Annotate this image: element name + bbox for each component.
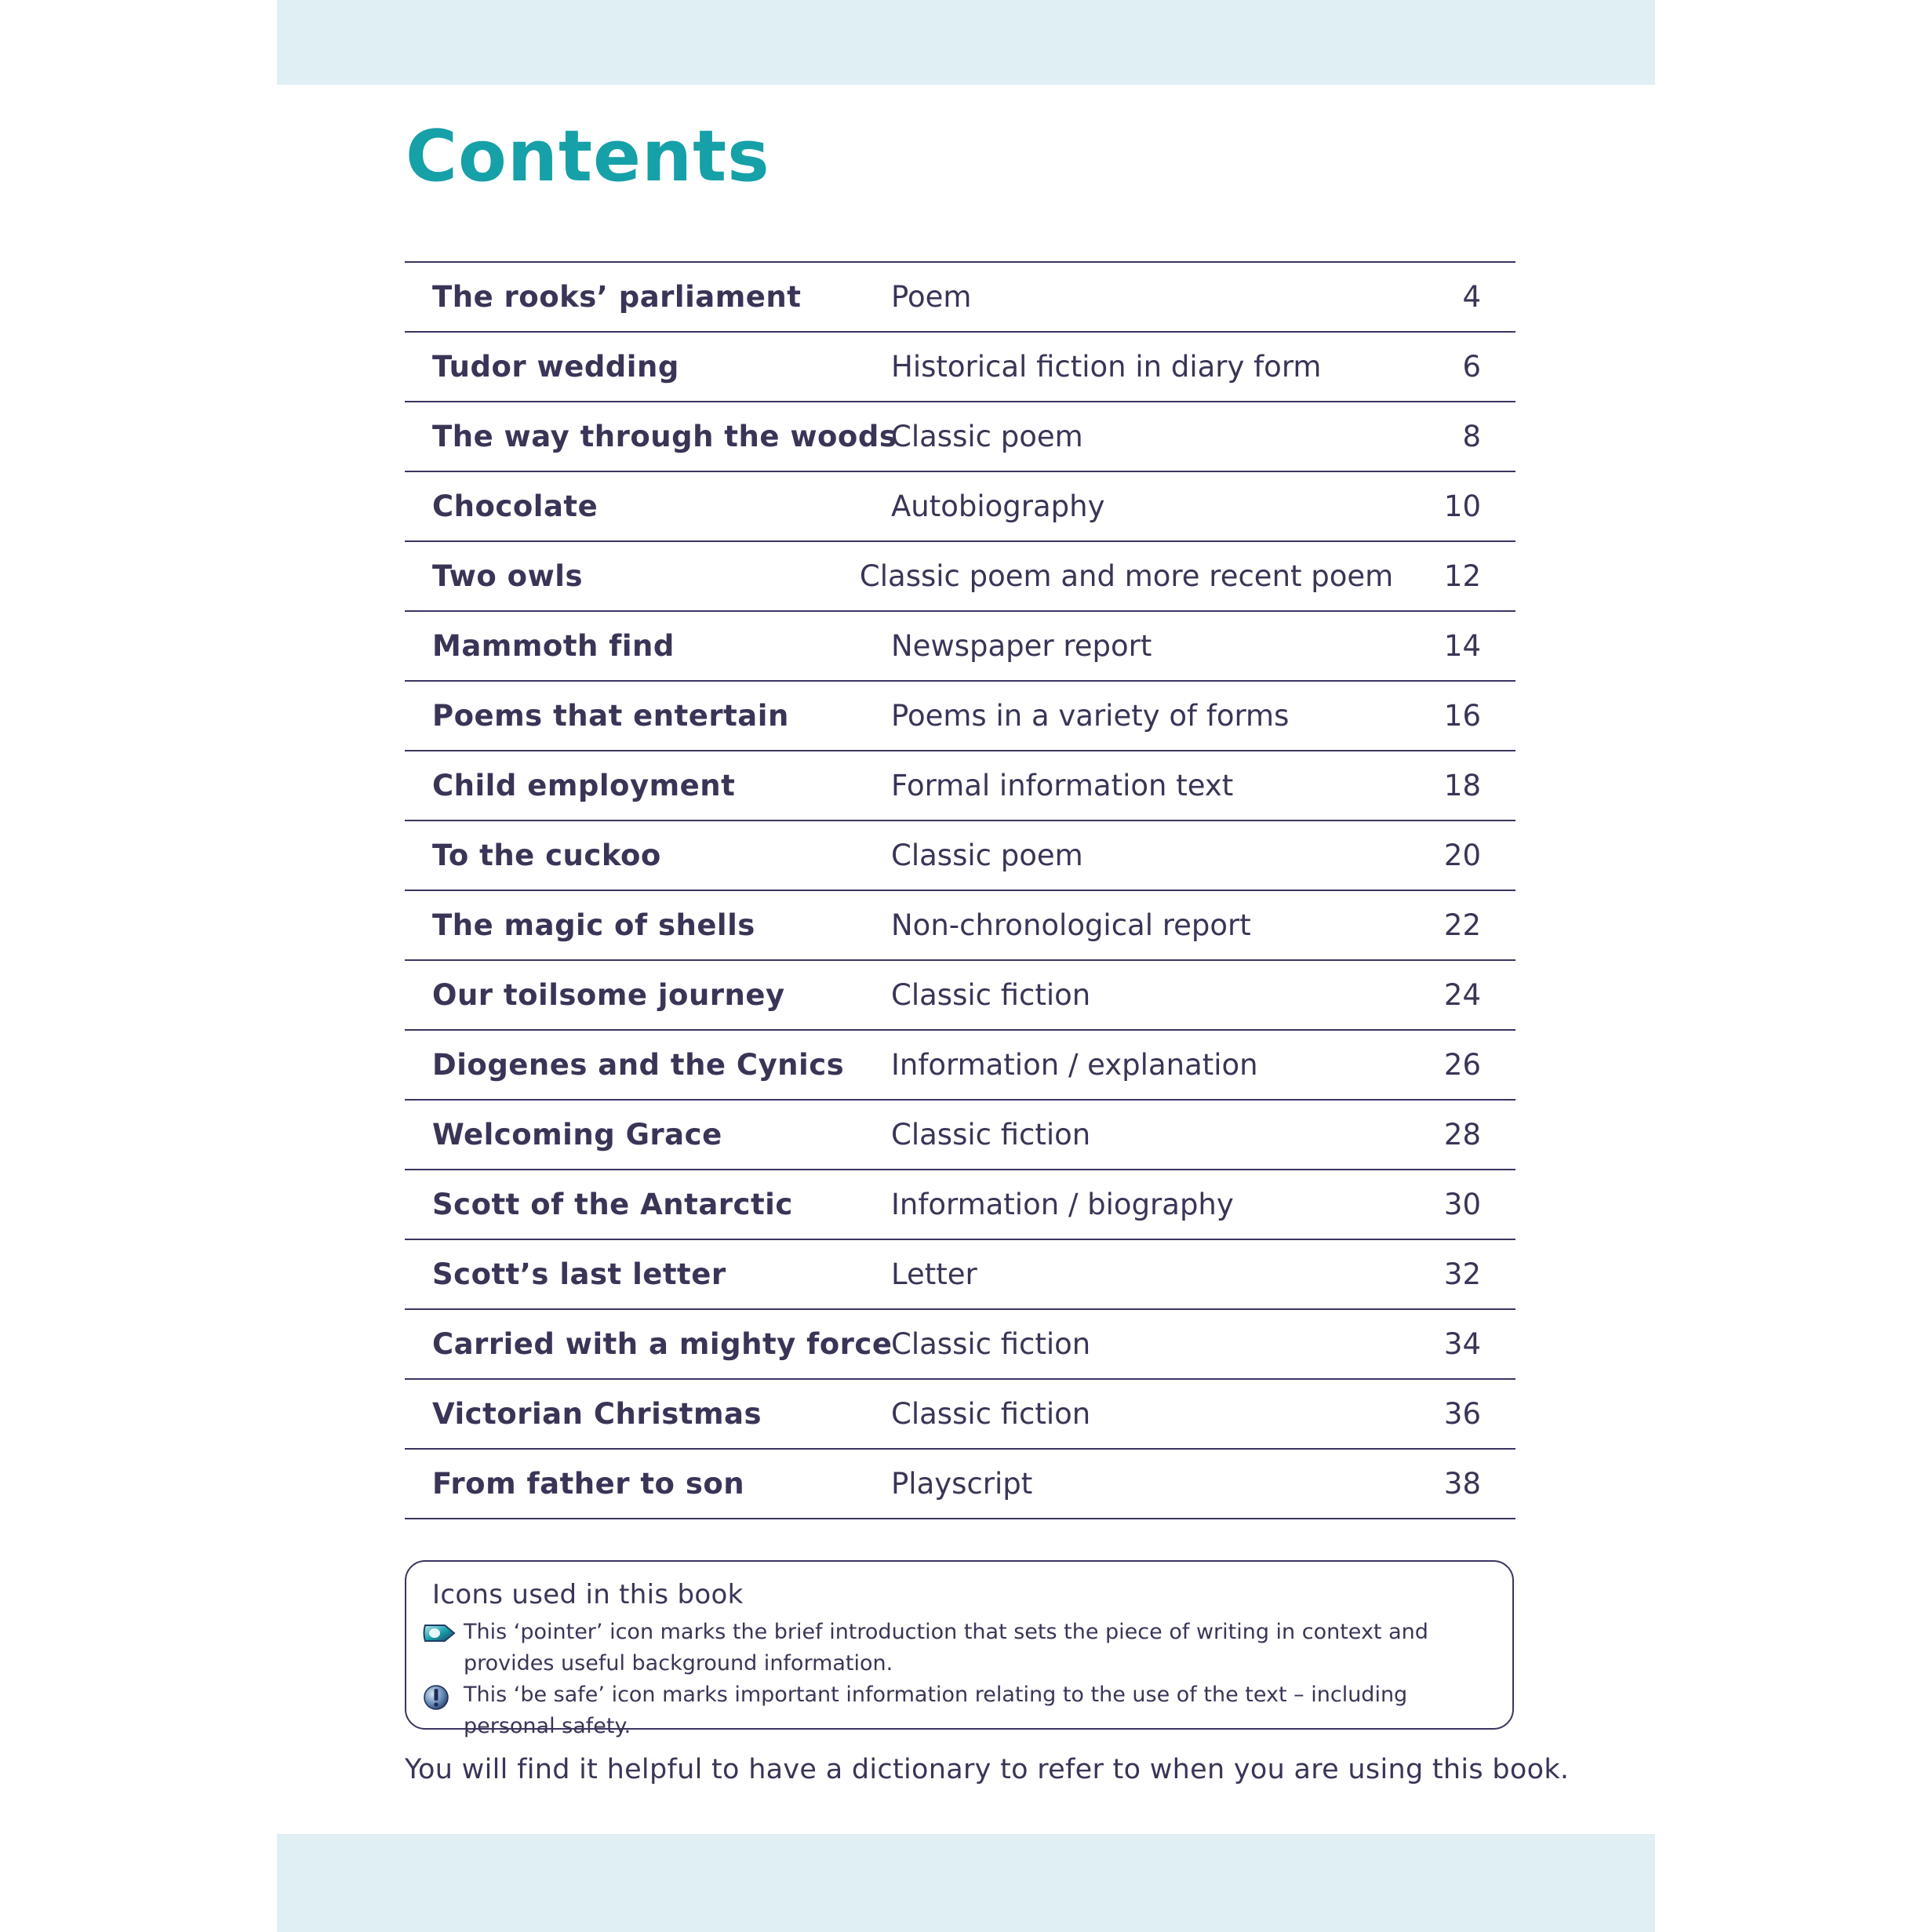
entry-page-number: 38 — [1443, 1467, 1481, 1501]
entry-page-number: 32 — [1443, 1257, 1481, 1291]
be-safe-icon — [423, 1684, 449, 1720]
table-row — [405, 821, 1515, 891]
entry-genre: Historical fiction in diary form — [891, 350, 1322, 384]
table-row — [405, 1450, 1515, 1519]
entry-genre: Information / explanation — [891, 1048, 1258, 1082]
entry-title: From father to son — [432, 1467, 745, 1501]
entry-title: Victorian Christmas — [432, 1397, 762, 1431]
table-row — [405, 961, 1515, 1031]
entry-page-number: 22 — [1443, 908, 1481, 942]
entry-genre: Non-chronological report — [891, 908, 1251, 942]
entry-page-number: 4 — [1462, 280, 1481, 314]
table-row — [405, 612, 1515, 682]
table-row — [405, 1240, 1515, 1310]
entry-genre: Poems in a variety of forms — [891, 699, 1290, 733]
table-row — [405, 1310, 1515, 1380]
be-safe-icon-text: This ‘be safe’ icon marks important information relating to the use of the text – including personal safety. — [464, 1683, 1408, 1738]
entry-genre: Classic fiction — [891, 1327, 1091, 1361]
table-row — [405, 402, 1515, 472]
entry-genre: Playscript — [891, 1467, 1033, 1501]
entry-genre: Classic fiction — [891, 1118, 1091, 1152]
bottom-color-band — [277, 1834, 1655, 1932]
entry-title: Mammoth find — [432, 629, 675, 663]
entry-title: Diogenes and the Cynics — [432, 1048, 845, 1082]
table-row — [405, 891, 1515, 961]
entry-title: Two owls — [432, 559, 583, 593]
entry-page-number: 14 — [1443, 629, 1481, 663]
table-row — [405, 751, 1515, 821]
table-row — [405, 263, 1515, 333]
pointer-icon-description — [432, 1617, 1494, 1679]
entry-title: Child employment — [432, 769, 736, 802]
table-row — [405, 472, 1515, 542]
entry-title: Tudor wedding — [432, 350, 679, 384]
dictionary-note: You will find it helpful to have a dictionary to refer to when you are using this book. — [405, 1754, 1570, 1785]
entry-title: Carried with a mighty force — [432, 1327, 893, 1361]
entry-title: Our toilsome journey — [432, 978, 785, 1012]
entry-page-number: 6 — [1462, 350, 1481, 384]
entry-genre: Letter — [891, 1257, 977, 1291]
entry-title: Scott of the Antarctic — [432, 1188, 793, 1221]
entry-genre: Classic poem and more recent poem — [859, 559, 1394, 593]
table-row — [405, 333, 1515, 402]
entry-genre: Classic poem — [891, 420, 1083, 453]
be-safe-icon-description — [432, 1679, 1494, 1742]
entry-page-number: 20 — [1443, 839, 1481, 872]
entry-page-number: 34 — [1443, 1327, 1481, 1361]
table-row — [405, 1170, 1515, 1240]
table-row — [405, 542, 1515, 612]
entry-page-number: 18 — [1443, 769, 1481, 802]
entry-genre: Formal information text — [891, 769, 1234, 802]
entry-genre: Classic fiction — [891, 1397, 1091, 1431]
entry-title: The way through the woods — [432, 420, 897, 453]
page-title: Contents — [406, 115, 770, 198]
entry-page-number: 16 — [1443, 699, 1481, 733]
entry-genre: Classic fiction — [891, 978, 1091, 1012]
entry-page-number: 36 — [1443, 1397, 1481, 1431]
icons-legend-box — [405, 1560, 1514, 1738]
entry-page-number: 24 — [1443, 978, 1481, 1012]
entry-title: The magic of shells — [432, 908, 755, 942]
entry-genre: Classic poem — [891, 839, 1083, 872]
entry-page-number: 30 — [1443, 1188, 1481, 1221]
icons-legend-heading: Icons used in this book — [432, 1579, 744, 1610]
top-color-band — [277, 0, 1655, 85]
pointer-icon-text: This ‘pointer’ icon marks the brief introduction that sets the piece of writing in context and provides useful background information. — [464, 1620, 1428, 1675]
entry-title: The rooks’ parliament — [432, 280, 802, 314]
table-row — [405, 1031, 1515, 1101]
entry-genre: Poem — [891, 280, 972, 314]
pointer-icon — [423, 1621, 456, 1654]
entry-page-number: 12 — [1443, 559, 1481, 593]
entry-genre: Newspaper report — [891, 629, 1152, 663]
contents-table — [405, 261, 1515, 1519]
entry-page-number: 26 — [1443, 1048, 1481, 1082]
entry-page-number: 8 — [1462, 420, 1481, 453]
table-row — [405, 682, 1515, 751]
entry-genre: Autobiography — [891, 489, 1105, 523]
entry-title: Poems that entertain — [432, 699, 789, 733]
entry-genre: Information / biography — [891, 1188, 1234, 1221]
entry-title: Scott’s last letter — [432, 1257, 726, 1291]
entry-title: Chocolate — [432, 489, 599, 523]
table-row — [405, 1101, 1515, 1170]
entry-title: To the cuckoo — [432, 839, 661, 872]
entry-title: Welcoming Grace — [432, 1118, 722, 1152]
entry-page-number: 10 — [1443, 489, 1481, 523]
table-row — [405, 1380, 1515, 1450]
entry-page-number: 28 — [1443, 1118, 1481, 1152]
